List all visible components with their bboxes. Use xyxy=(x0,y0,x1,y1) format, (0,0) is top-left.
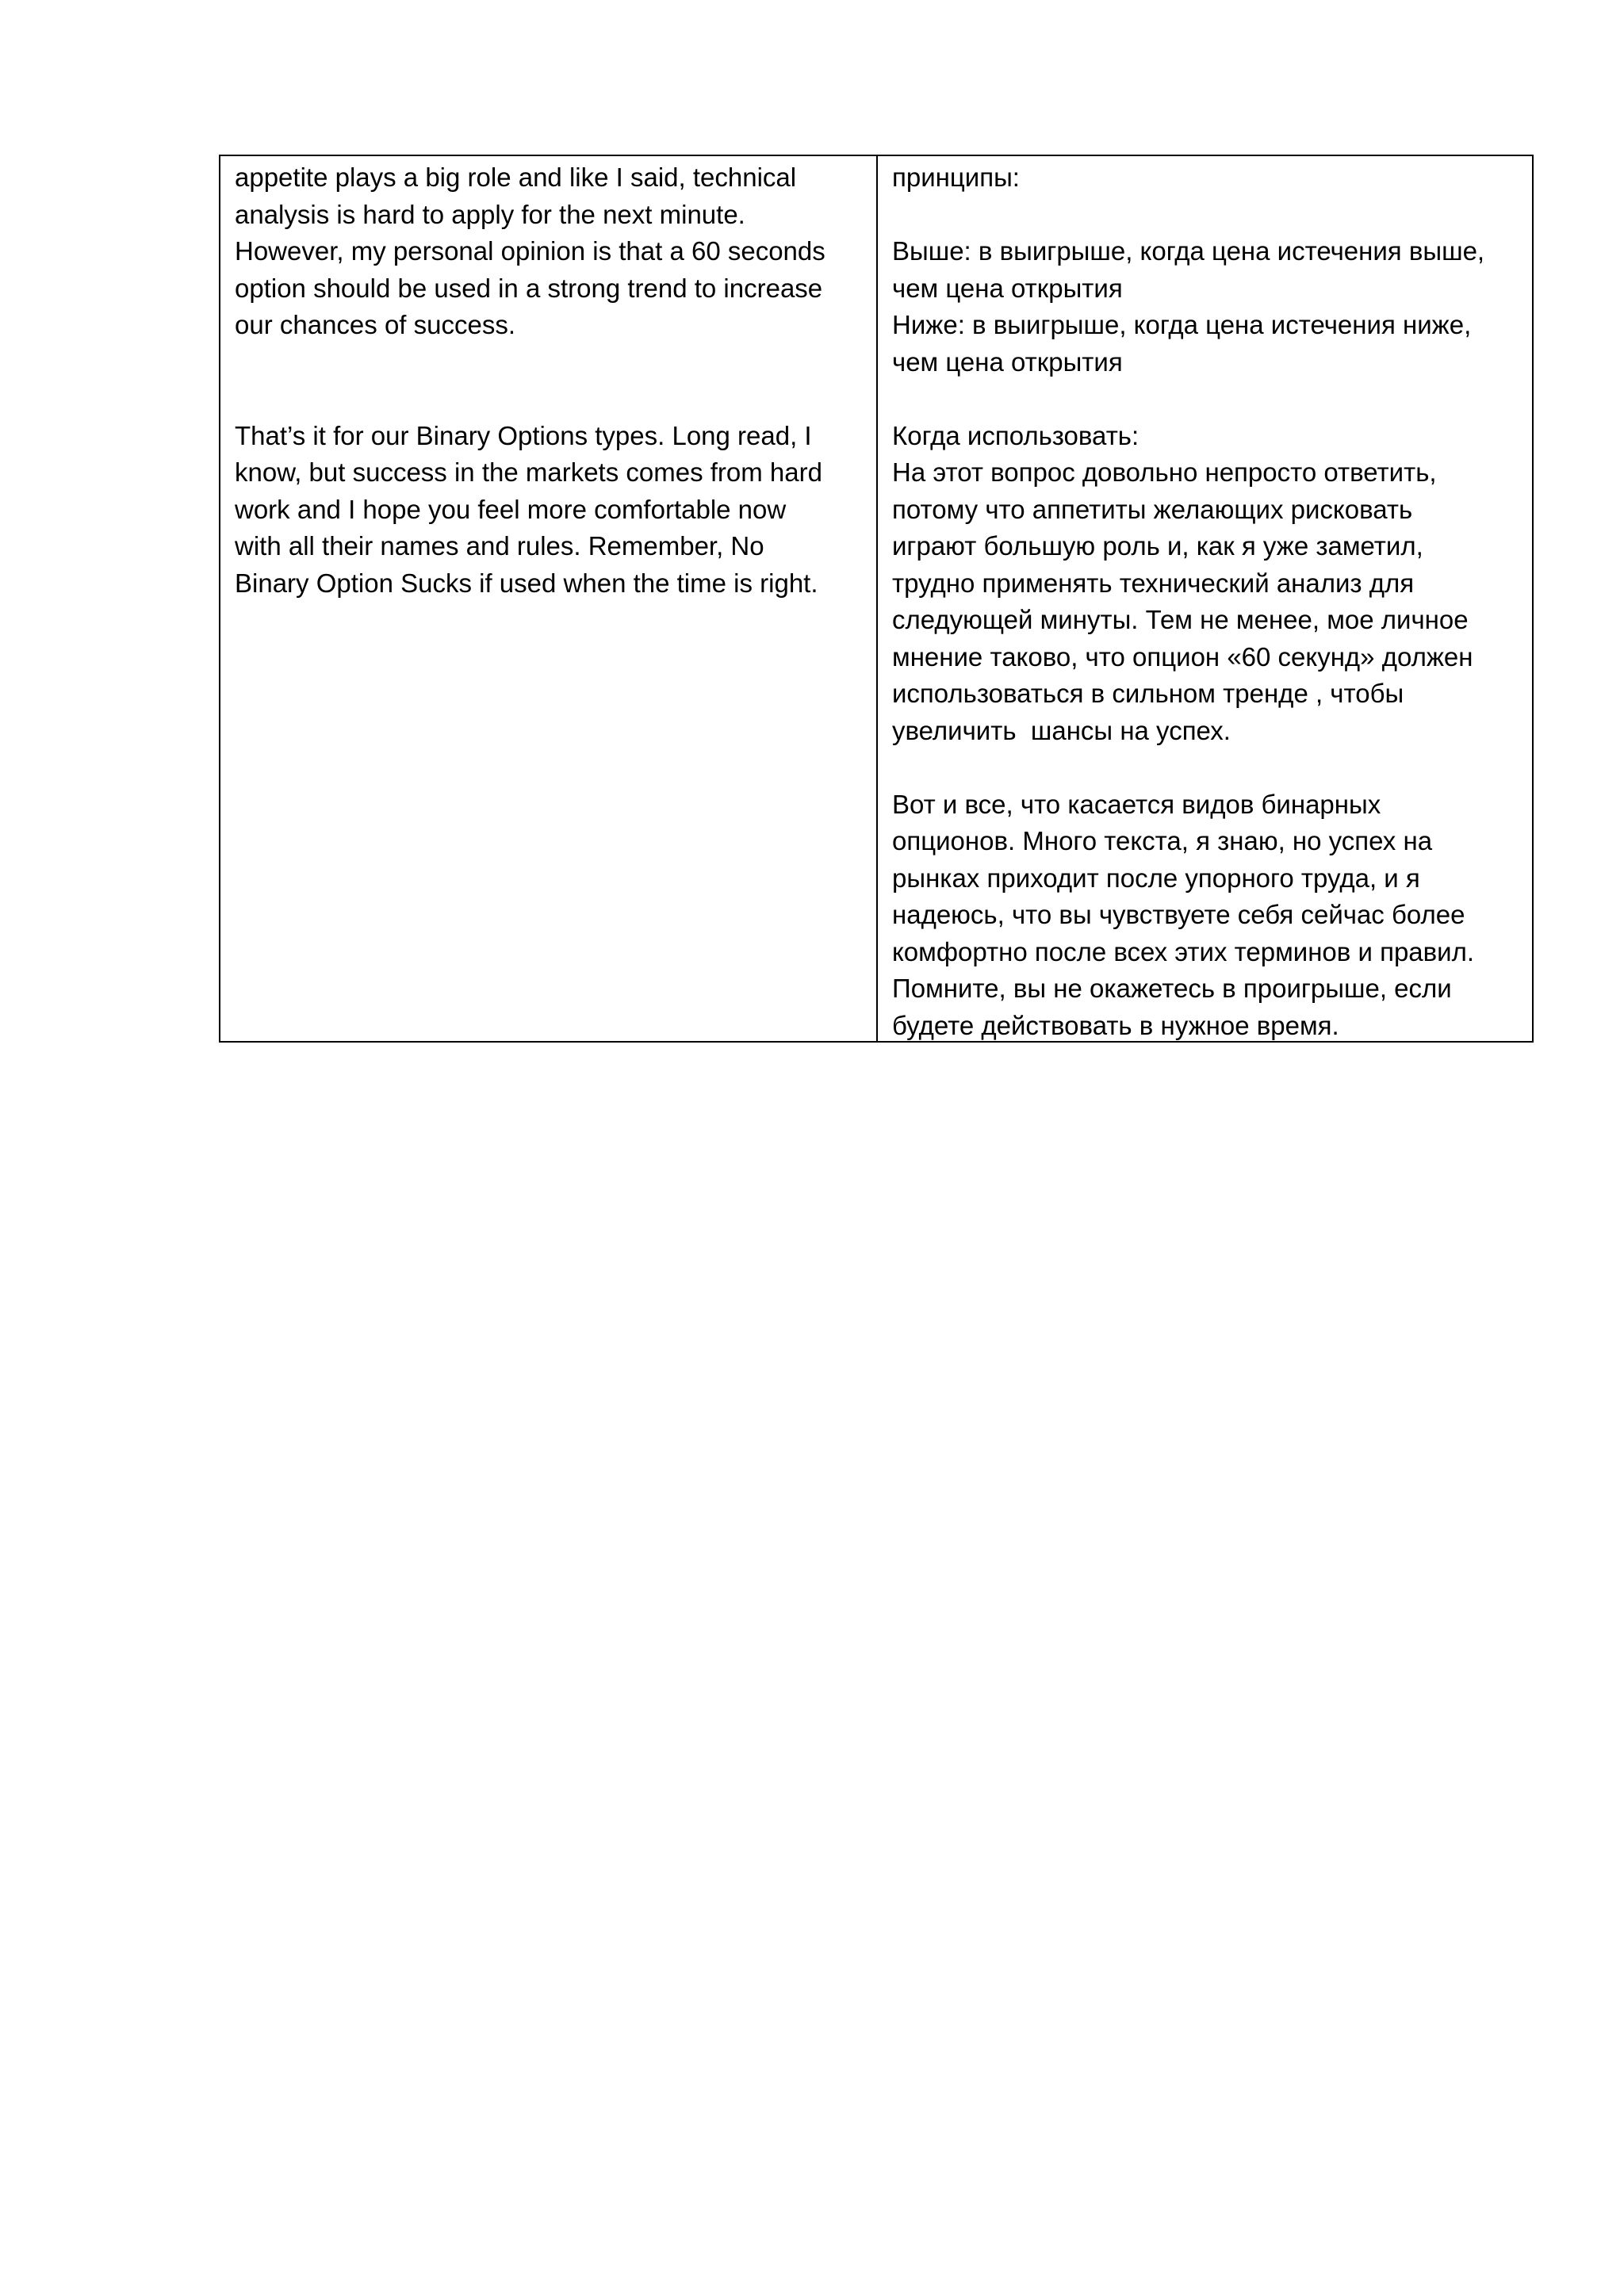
text-line: Выше: в выигрыше, когда цена истечения выше, xyxy=(892,236,1485,266)
text-line: рынках приходит после упорного труда, и я xyxy=(892,863,1420,893)
paragraph-spacer xyxy=(892,381,1518,418)
text-line: мнение таково, что опцион «60 секунд» должен xyxy=(892,641,1473,672)
text-line: know, but success in the markets comes from hard xyxy=(235,457,822,487)
text-line: appetite plays a big role and like I said, technical xyxy=(235,163,797,192)
russian-paragraph-4 xyxy=(892,786,1518,1045)
text-line: использоваться в сильном тренде , чтобы xyxy=(892,679,1404,708)
russian-paragraph-3 xyxy=(892,418,1518,750)
text-line: играют большую роль и, как я уже заметил, xyxy=(892,531,1423,561)
russian-column-cell xyxy=(878,156,1532,1041)
text-line: analysis is hard to apply for the next minute. xyxy=(235,199,745,229)
text-line: with all their names and rules. Remember, No xyxy=(235,531,764,561)
text-line: option should be used in a strong trend to increase xyxy=(235,273,823,303)
paragraph-spacer xyxy=(892,749,1518,786)
text-line: Ниже: в выигрыше, когда цена истечения ниже, xyxy=(892,310,1472,339)
text-line: However, my personal opinion is that a 60 seconds xyxy=(235,236,825,266)
english-paragraph-1 xyxy=(235,159,862,344)
paragraph-spacer xyxy=(235,344,862,418)
text-line: комфортно после всех этих терминов и правил. xyxy=(892,936,1475,966)
text-line: принципы: xyxy=(892,163,1020,192)
text-line: Binary Option Sucks if used when the time is right. xyxy=(235,568,818,598)
text-line: следующей минуты. Тем не менее, мое личное xyxy=(892,605,1469,634)
russian-paragraph-1 xyxy=(892,159,1518,197)
text-line: Когда использовать: xyxy=(892,420,1139,450)
text-line: будете действовать в нужное время. xyxy=(892,1010,1339,1040)
text-line: чем цена открытия xyxy=(892,346,1123,377)
paragraph-spacer xyxy=(892,197,1518,234)
russian-paragraph-2 xyxy=(892,233,1518,381)
text-line: увеличить шансы на успех. xyxy=(892,715,1231,745)
text-line: Вот и все, что касается видов бинарных xyxy=(892,789,1381,819)
english-column-cell xyxy=(220,156,878,1041)
text-line: Помните, вы не окажетесь в проигрыше, если xyxy=(892,974,1452,1003)
english-paragraph-2 xyxy=(235,418,862,603)
text-line: опционов. Много текста, я знаю, но успех на xyxy=(892,826,1433,855)
text-line: work and I hope you feel more comfortable now xyxy=(235,494,787,524)
text-line: На этот вопрос довольно непросто ответить, xyxy=(892,457,1437,487)
translation-table xyxy=(219,155,1534,1043)
text-line: трудно применять технический анализ для xyxy=(892,568,1415,598)
text-line: чем цена открытия xyxy=(892,273,1123,303)
text-line: That’s it for our Binary Options types. Long read, I xyxy=(235,420,812,450)
text-line: надеюсь, что вы чувствуете себя сейчас более xyxy=(892,900,1465,929)
text-line: our chances of success. xyxy=(235,310,516,339)
text-line: потому что аппетиты желающих рисковать xyxy=(892,494,1413,524)
